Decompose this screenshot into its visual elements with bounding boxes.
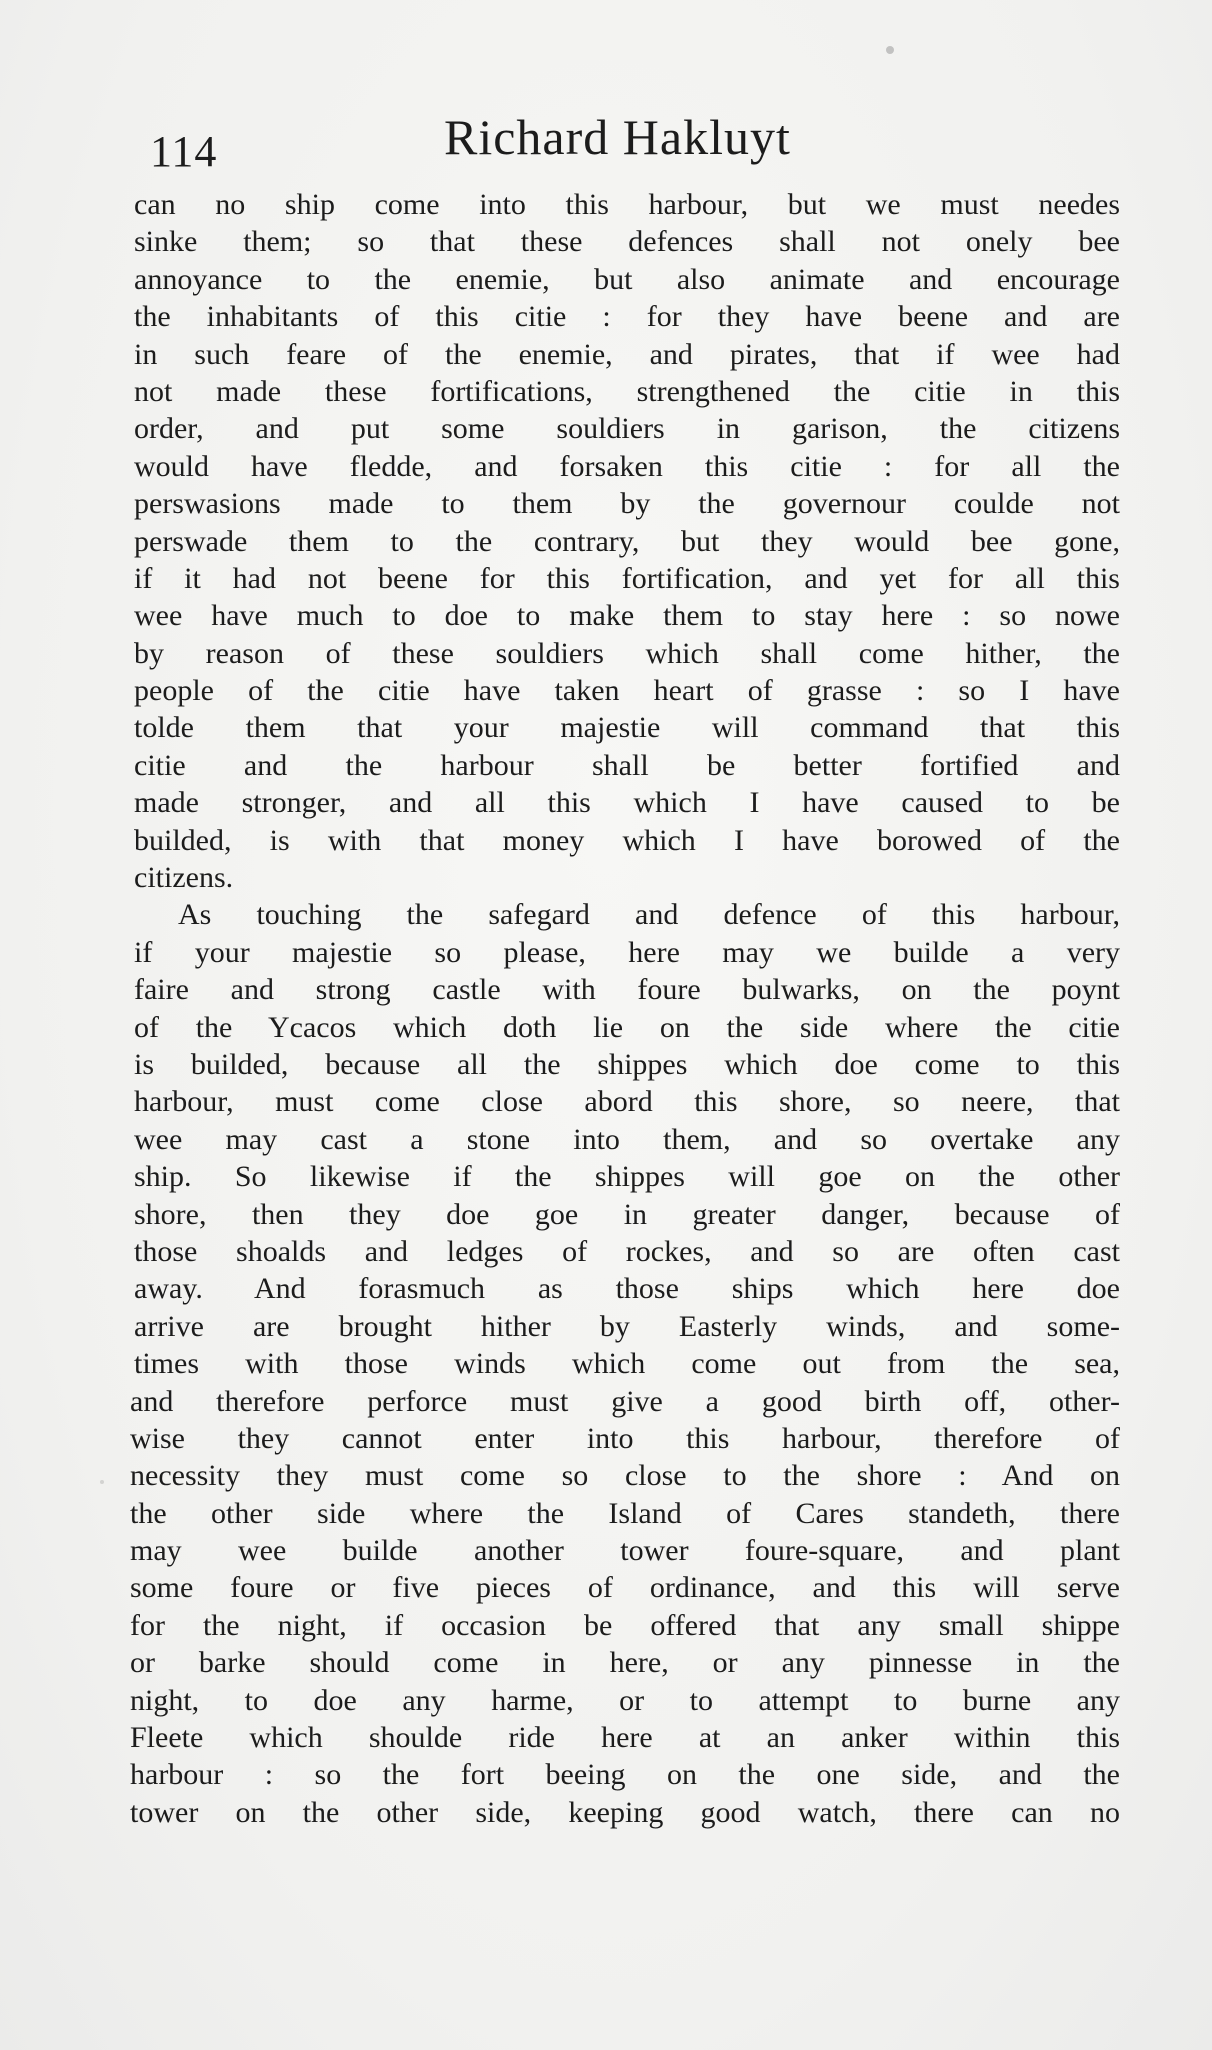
- text-line: ship. So likewise if the shippes will goe on the other: [134, 1160, 1120, 1194]
- page-header: [150, 109, 1124, 182]
- text-line: some foure or five pieces of ordinance, and this will serve: [130, 1571, 1120, 1605]
- text-line: if it had not beene for this fortification, and yet for all this: [134, 561, 1120, 595]
- text-line: necessity they must come so close to the shore : And on: [130, 1459, 1120, 1493]
- text-line: As touching the safegard and defence of this harbour,: [178, 898, 1120, 932]
- text-line: harbour, must come close abord this shore, so neere, that: [134, 1085, 1120, 1119]
- text-line: sinke them; so that these defences shall not onely bee: [134, 225, 1120, 259]
- text-line: can no ship come into this harbour, but we must needes: [134, 188, 1120, 221]
- running-head: Richard Hakluyt: [444, 109, 791, 165]
- print-speck: [886, 46, 894, 54]
- text-line: arrive are brought hither by Easterly winds, and some-: [134, 1309, 1120, 1343]
- text-line: citizens.: [134, 861, 234, 895]
- page-number: 114: [150, 127, 218, 176]
- text-line: if your majestie so please, here may we builde a very: [134, 935, 1120, 969]
- text-line: tolde them that your majestie will command that this: [134, 711, 1120, 745]
- text-line: not made these fortifications, strengthened the citie in this: [134, 374, 1120, 408]
- text-line: for the night, if occasion be offered that any small shippe: [130, 1608, 1120, 1642]
- print-speck: [100, 1480, 104, 1484]
- text-line: annoyance to the enemie, but also animate and encourage: [134, 262, 1120, 296]
- text-line: made stronger, and all this which I have caused to be: [134, 786, 1120, 820]
- text-line: times with those winds which come out from the sea,: [134, 1347, 1120, 1381]
- text-line: builded, is with that money which I have borowed of the: [134, 823, 1120, 857]
- text-line: those shoalds and ledges of rockes, and so are often cast: [134, 1234, 1120, 1268]
- text-line: wise they cannot enter into this harbour, therefore of: [130, 1421, 1120, 1455]
- text-line: order, and put some souldiers in garison, the citizens: [134, 412, 1120, 446]
- text-line: by reason of these souldiers which shall come hither, the: [134, 636, 1120, 670]
- text-line: tower on the other side, keeping good watch, there can no: [130, 1795, 1120, 1829]
- text-line: in such feare of the enemie, and pirates, that if wee had: [134, 337, 1120, 371]
- text-line: harbour : so the fort beeing on the one side, and the: [130, 1758, 1120, 1792]
- text-line: faire and strong castle with foure bulwarks, on the poynt: [134, 973, 1120, 1007]
- text-line: is builded, because all the shippes which doe come to this: [134, 1047, 1120, 1081]
- text-line: away. And forasmuch as those ships which here doe: [134, 1272, 1120, 1306]
- text-line: shore, then they doe goe in greater danger, because of: [134, 1197, 1120, 1231]
- text-line: wee may cast a stone into them, and so overtake any: [134, 1122, 1120, 1156]
- text-line: night, to doe any harme, or to attempt to burne any: [130, 1683, 1120, 1717]
- text-line: wee have much to doe to make them to stay here : so nowe: [134, 599, 1120, 633]
- text-line: the inhabitants of this citie : for they have beene and are: [134, 300, 1120, 334]
- text-line: citie and the harbour shall be better fortified and: [134, 748, 1120, 782]
- text-line: perswasions made to them by the governour coulde not: [134, 487, 1120, 521]
- body-text: [130, 186, 1120, 1831]
- text-line: of the Ycacos which doth lie on the side where the citie: [134, 1010, 1120, 1044]
- text-line: people of the citie have taken heart of grasse : so I have: [134, 674, 1120, 708]
- text-line: the other side where the Island of Cares standeth, there: [130, 1496, 1120, 1530]
- text-line: or barke should come in here, or any pinnesse in the: [130, 1646, 1120, 1680]
- text-line: would have fledde, and forsaken this citie : for all the: [134, 449, 1120, 483]
- text-line: may wee builde another tower foure-square, and plant: [130, 1534, 1120, 1568]
- text-line: perswade them to the contrary, but they would bee gone,: [134, 524, 1120, 558]
- text-line: and therefore perforce must give a good birth off, other-: [130, 1384, 1120, 1418]
- text-line: Fleete which shoulde ride here at an anker within this: [130, 1721, 1120, 1755]
